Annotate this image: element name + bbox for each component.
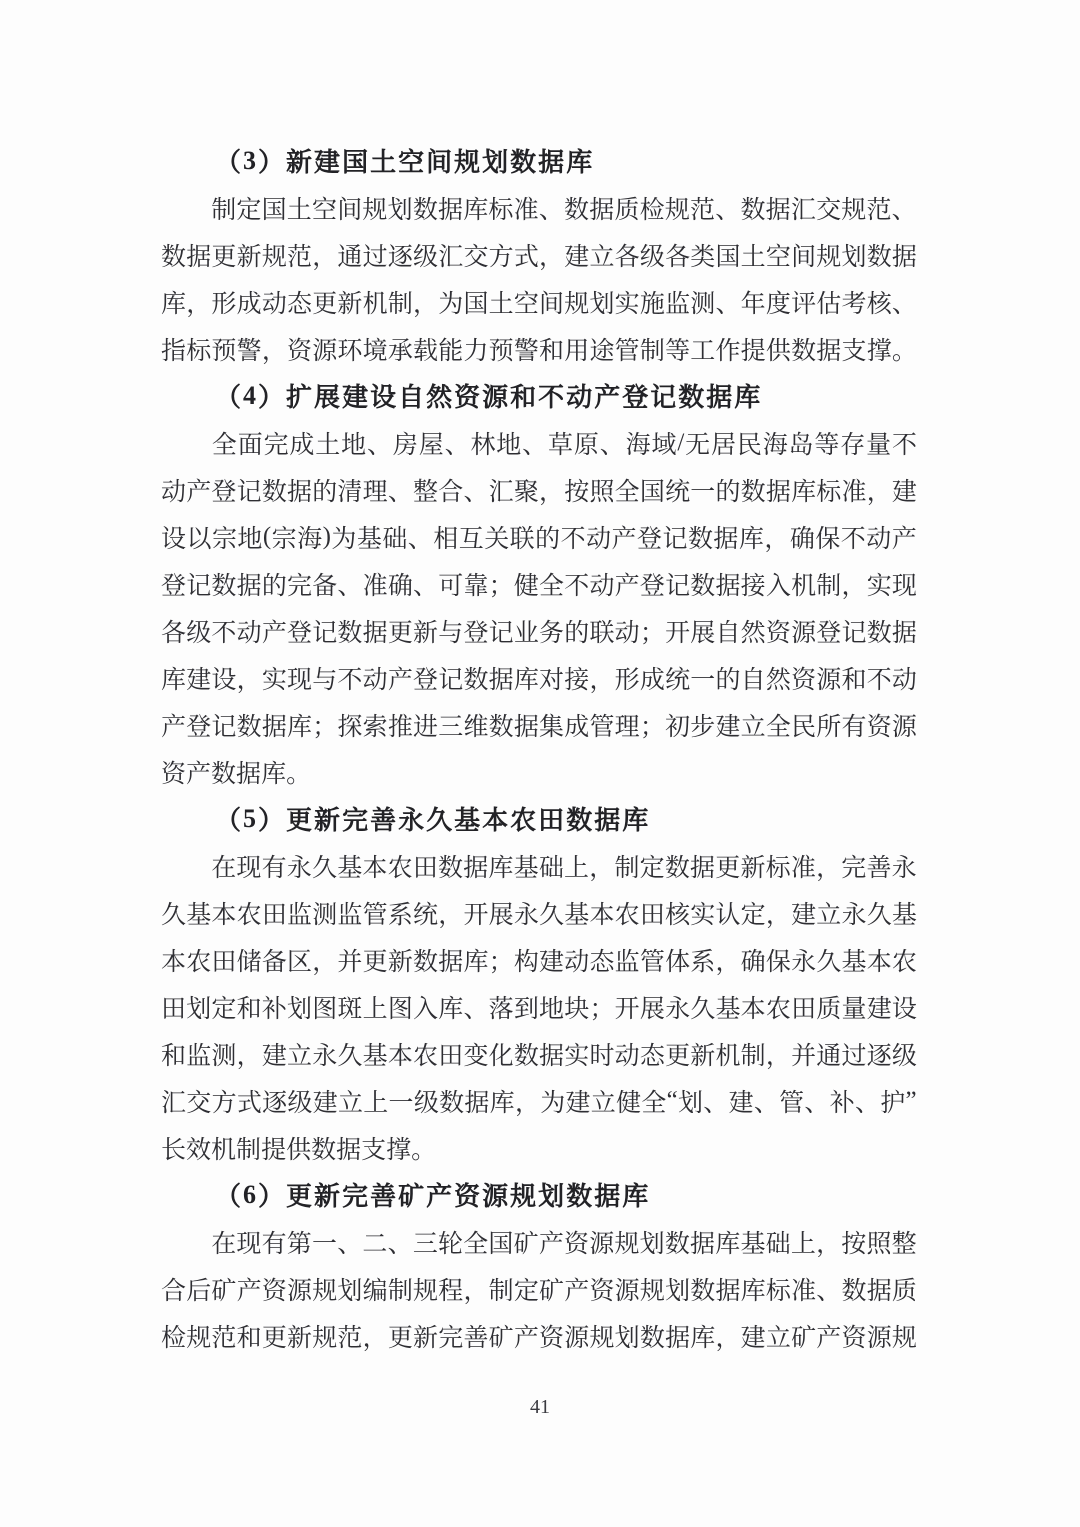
section-6	[161, 1171, 917, 1359]
text-line: 全 面 完 成 土 地 、 房 屋 、 林 地 、 草 原 、 海 域 / 无 居 民 海 岛 等 存 量 不	[211, 428, 917, 459]
text-line: 制 定 国 土 空 间 规 划 数 据 库 标 准 、 数 据 质 检 规 范 、 数 据 汇 交 规 范 、	[211, 196, 917, 224]
text-line: 田 划 定 和 补 划 图 斑 上 图 入 库 、 落 到 地 块 ； 开 展 永 久 基 本 农 田 质 量 建 设	[161, 995, 917, 1023]
text-line: 检 规 范 和 更 新 规 范 ， 更 新 完 善 矿 产 资 源 规 划 数 据 库 ， 建 立 矿 产 资 源 规	[161, 1324, 917, 1352]
document-content	[161, 137, 917, 1359]
text-line: 指 标 预 警 ， 资 源 环 境 承 载 能 力 预 警 和 用 途 管 制 等 工 作 提 供 数 据 支 撑 。	[161, 337, 917, 365]
text-line: 汇 交 方 式 逐 级 建 立 上 一 级 数 据 库 ， 为 建 立 健 全 “ 划 、 建 、 管 、 补 、 护 ”	[161, 1086, 917, 1117]
text-line: 长 效 机 制 提 供 数 据 支 撑 。	[161, 1136, 437, 1164]
text-line: 数 据 更 新 规 范 ， 通 过 逐 级 汇 交 方 式 ， 建 立 各 级 各 类 国 土 空 间 规 划 数 据	[161, 243, 917, 271]
section-3	[161, 137, 917, 372]
text-line: 和 监 测 ， 建 立 永 久 基 本 农 田 变 化 数 据 实 时 动 态 更 新 机 制 ， 并 通 过 逐 级	[161, 1042, 917, 1070]
text-line: 设 以 宗 地 ( 宗 海 ) 为 基 础 、 相 互 关 联 的 不 动 产 登 记 数 据 库 ， 确 保 不 动 产	[161, 522, 917, 553]
section-heading: （ 6 ） 更 新 完 善 矿 产 资 源 规 划 数 据 库	[215, 1179, 649, 1211]
text-line: 本 农 田 储 备 区 ， 并 更 新 数 据 库 ； 构 建 动 态 监 管 体 系 ， 确 保 永 久 基 本 农	[161, 948, 917, 976]
text-line: 各 级 不 动 产 登 记 数 据 更 新 与 登 记 业 务 的 联 动 ； 开 展 自 然 资 源 登 记 数 据	[161, 619, 917, 647]
text-line: 动 产 登 记 数 据 的 清 理 、 整 合 、 汇 聚 ， 按 照 全 国 统 一 的 数 据 库 标 准 ， 建	[161, 478, 917, 506]
text-line: 在 现 有 第 一 、 二 、 三 轮 全 国 矿 产 资 源 规 划 数 据 库 基 础 上 ， 按 照 整	[211, 1230, 917, 1258]
section-heading: （ 3 ） 新 建 国 土 空 间 规 划 数 据 库	[215, 145, 593, 177]
text-line: 合 后 矿 产 资 源 规 划 编 制 规 程 ， 制 定 矿 产 资 源 规 划 数 据 库 标 准 、 数 据 质	[161, 1277, 917, 1305]
text-line: 库 ， 形 成 动 态 更 新 机 制 ， 为 国 土 空 间 规 划 实 施 监 测 、 年 度 评 估 考 核 、	[161, 290, 917, 318]
page-number: 41	[530, 1396, 550, 1418]
text-line: 久 基 本 农 田 监 测 监 管 系 统 ， 开 展 永 久 基 本 农 田 核 实 认 定 ， 建 立 永 久 基	[161, 901, 917, 929]
section-heading: （ 5 ） 更 新 完 善 永 久 基 本 农 田 数 据 库	[215, 803, 649, 835]
section-heading: （ 4 ） 扩 展 建 设 自 然 资 源 和 不 动 产 登 记 数 据 库	[215, 380, 761, 412]
section-5	[161, 795, 917, 1171]
text-line: 登 记 数 据 的 完 备 、 准 确 、 可 靠 ； 健 全 不 动 产 登 记 数 据 接 入 机 制 ， 实 现	[161, 572, 917, 600]
text-line: 库 建 设 ， 实 现 与 不 动 产 登 记 数 据 库 对 接 ， 形 成 统 一 的 自 然 资 源 和 不 动	[161, 666, 917, 694]
text-line: 产 登 记 数 据 库 ； 探 索 推 进 三 维 数 据 集 成 管 理 ； 初 步 建 立 全 民 所 有 资 源	[161, 713, 917, 741]
section-4	[161, 372, 917, 795]
text-line: 在 现 有 永 久 基 本 农 田 数 据 库 基 础 上 ， 制 定 数 据 更 新 标 准 ， 完 善 永	[211, 854, 917, 882]
text-line: 资 产 数 据 库 。	[161, 760, 312, 788]
